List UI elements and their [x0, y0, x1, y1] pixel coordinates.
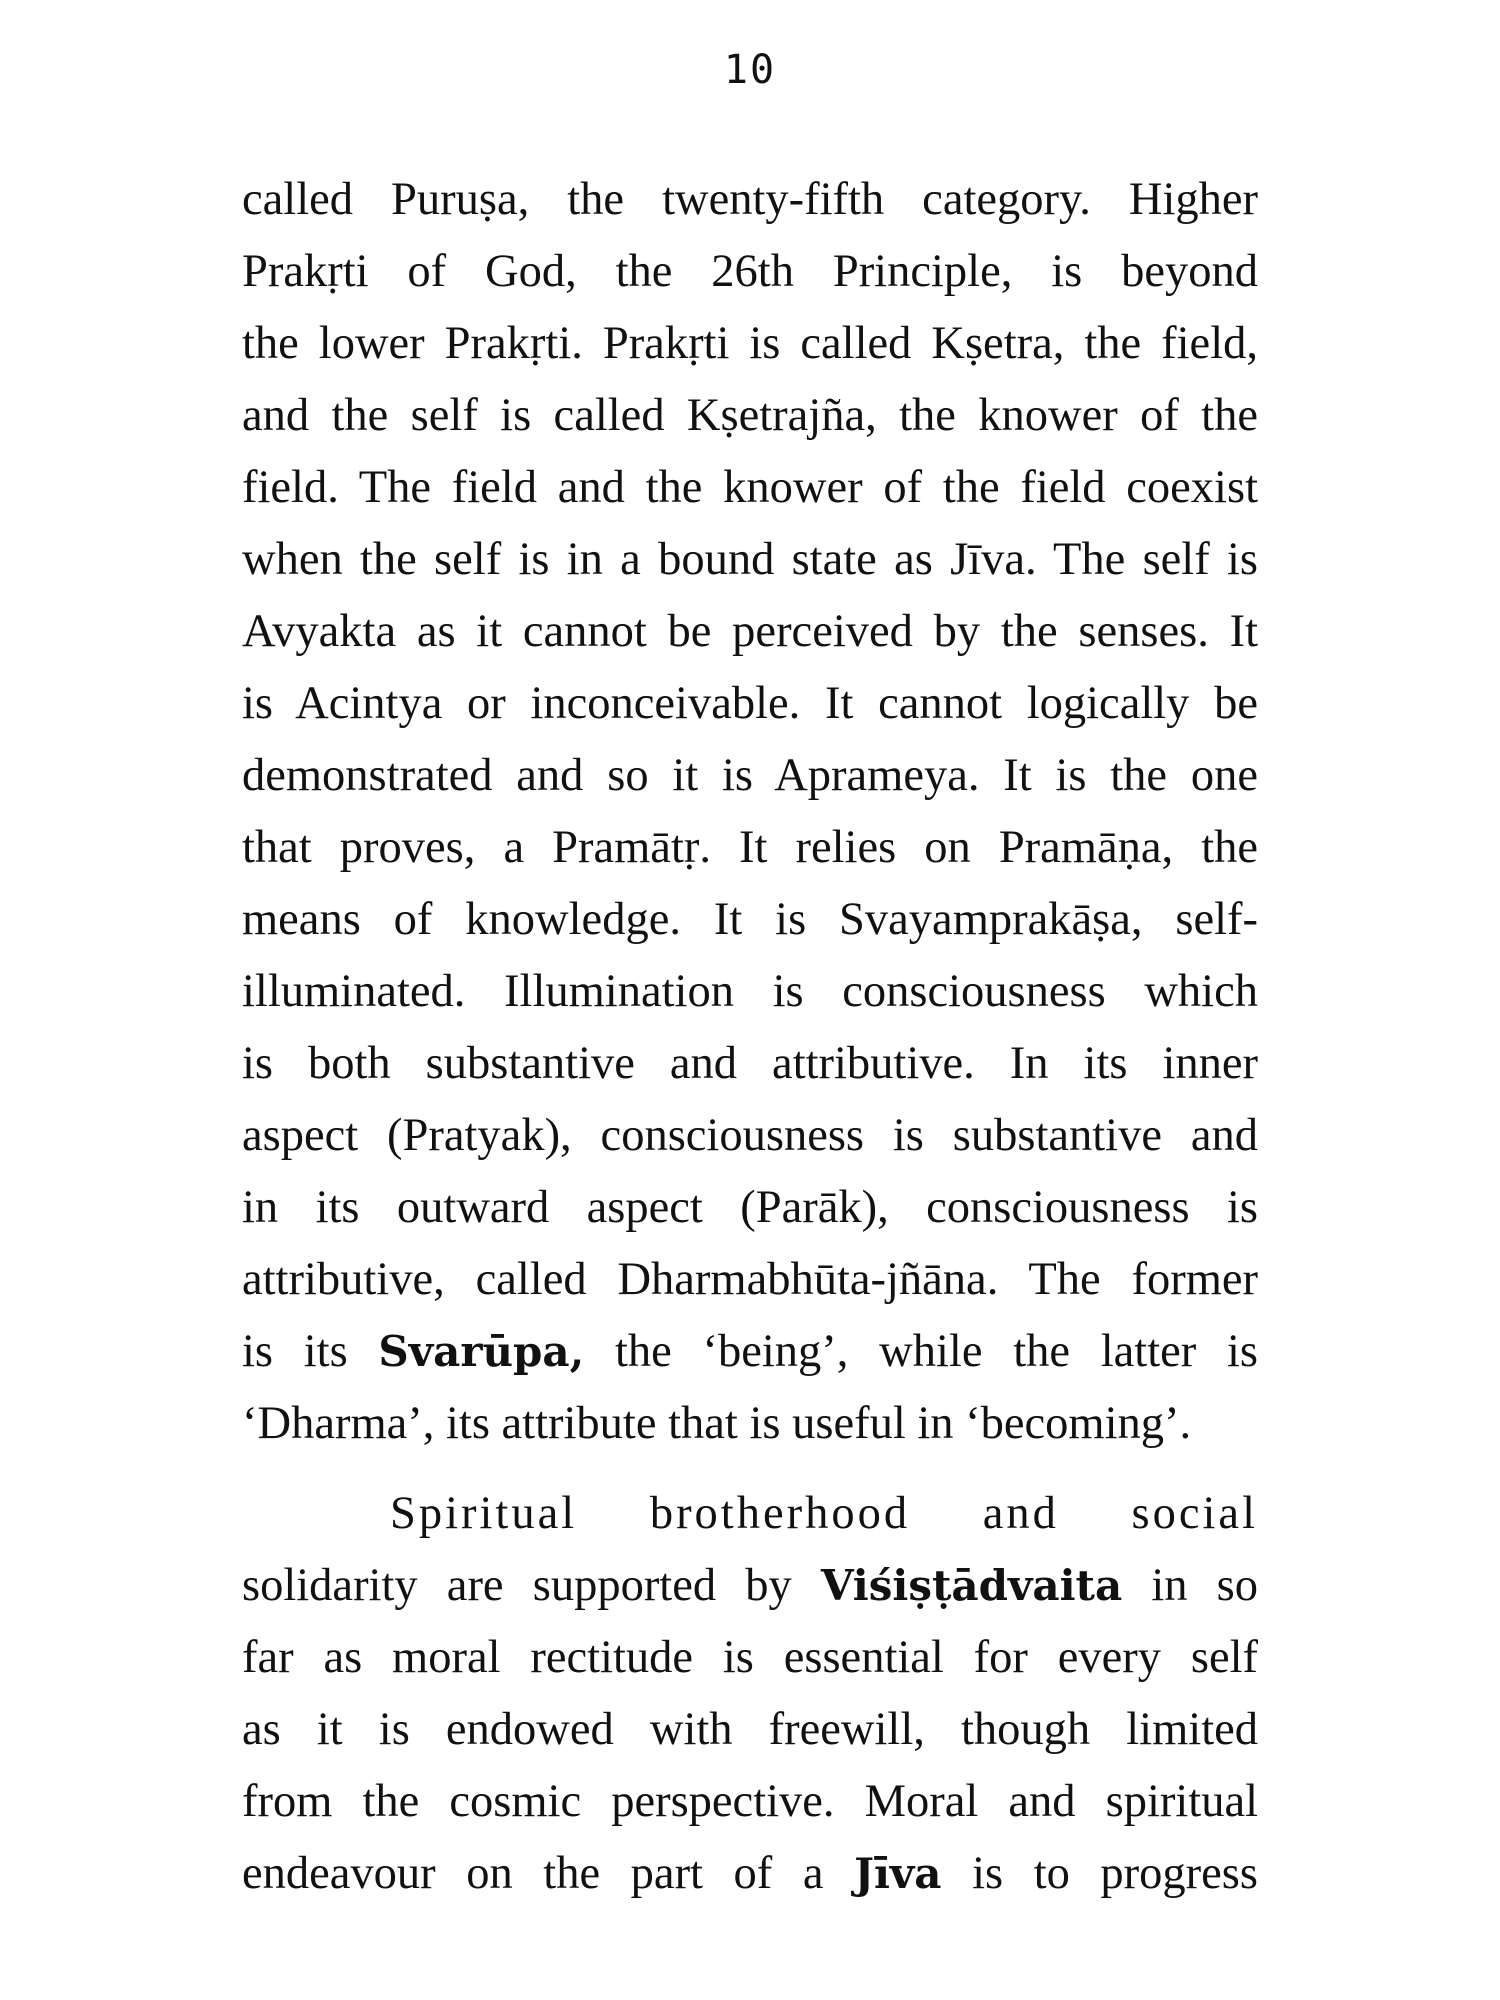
text-line: called Puruṣa, the twenty-fifth category. Higher — [242, 174, 1258, 225]
text-line: and the self is called Kṣetrajña, the knower of the — [242, 390, 1258, 441]
text-line: far as moral rectitude is essential for every self — [242, 1632, 1258, 1683]
text-line — [242, 1316, 1258, 1388]
text-line: is Acintya or inconceivable. It cannot logically be — [242, 678, 1258, 729]
text-line: illuminated. Illumination is consciousness which — [242, 966, 1258, 1017]
text-segment: is to progress — [941, 1848, 1258, 1899]
text-segment: is its — [242, 1326, 379, 1377]
text-line: when the self is in a bound state as Jīva. The self is — [242, 534, 1258, 585]
text-line — [242, 1838, 1258, 1910]
bold-term-visistadvaita: Viśiṣṭādvaita — [820, 1561, 1123, 1610]
text-segment: endeavour on the part of a — [242, 1848, 855, 1899]
text-line: the lower Prakṛti. Prakṛti is called Kṣetra, the field, — [242, 318, 1258, 369]
text-line: as it is endowed with freewill, though limited — [242, 1704, 1258, 1755]
bold-term-svarupa: Svarūpa, — [378, 1327, 585, 1376]
text-line: in its outward aspect (Parāk), consciousness is — [242, 1182, 1258, 1233]
text-line: Avyakta as it cannot be perceived by the senses. It — [242, 606, 1258, 657]
text-line: Prakṛti of God, the 26th Principle, is beyond — [242, 246, 1258, 297]
text-line: is both substantive and attributive. In its inner — [242, 1038, 1258, 1089]
text-line: field. The field and the knower of the field coexist — [242, 462, 1258, 513]
text-line: ‘Dharma’, its attribute that is useful in ‘becoming’. — [242, 1398, 1192, 1449]
text-segment: solidarity are supported by — [242, 1560, 821, 1611]
text-line: attributive, called Dharmabhūta-jñāna. The former — [242, 1254, 1258, 1305]
text-segment: the ‘being’, while the latter is — [584, 1326, 1258, 1377]
page-number: 10 — [723, 47, 777, 93]
text-line: from the cosmic perspective. Moral and spiritual — [242, 1776, 1258, 1827]
text-line: Spiritual brotherhood and social — [390, 1488, 1258, 1539]
paragraph-1 — [242, 164, 1258, 1460]
text-line: aspect (Pratyak), consciousness is substantive and — [242, 1110, 1258, 1161]
paragraph-2 — [242, 1478, 1258, 1910]
bold-term-jiva: Jīva — [854, 1849, 942, 1898]
text-segment: in so — [1122, 1560, 1258, 1611]
text-line: that proves, a Pramātṛ. It relies on Pramāṇa, the — [242, 822, 1258, 873]
text-line: means of knowledge. It is Svayamprakāṣa, self- — [242, 894, 1258, 945]
text-line — [242, 1550, 1258, 1622]
text-line: demonstrated and so it is Aprameya. It is the one — [242, 750, 1258, 801]
